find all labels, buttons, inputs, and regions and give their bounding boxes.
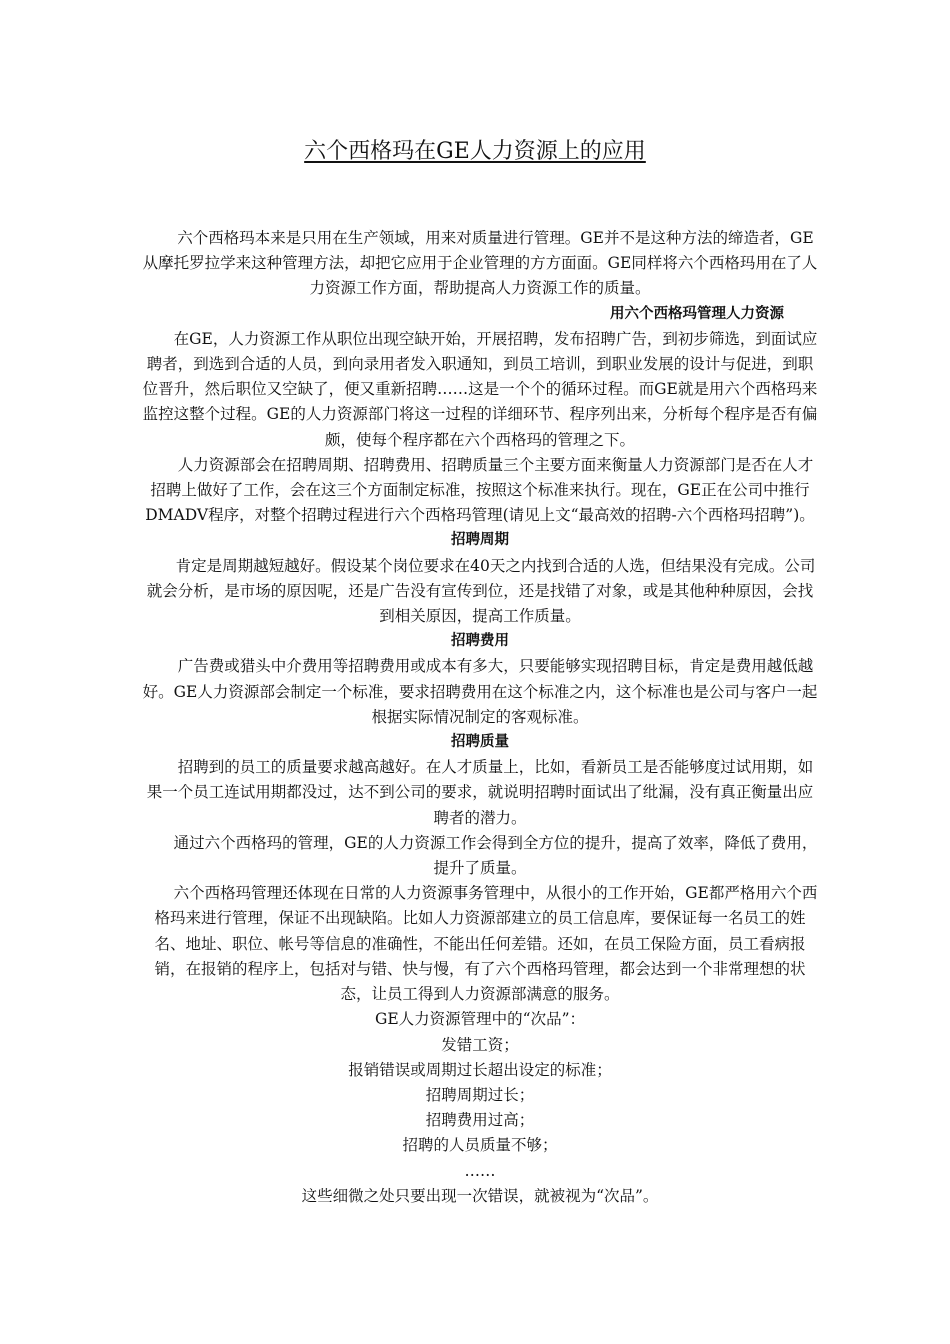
- defects-heading: GE人力资源管理中的“次品”：: [374, 1010, 586, 1029]
- document-title-text: 六个西格玛在GE人力资源上的应用: [304, 139, 646, 164]
- recruitment-process-paragraph: 在GE，人力资源工作从职位出现空缺开始，开展招聘，发布招聘广告，到初步筛选，到面试应聘者，到选到合适的人员，到向录用者发入职通知，到员工培训，到职业发展的设计与促进，到职位晋升，然后职位又空缺了，便又重新招聘……这是一个个的循环过程。而GE就是用六个西格玛来监控这整个过程。GE的人力资源部门将这一过程的详细环节、程序列出来，分析每个程序是否有偏颇，使每个程序都在六个西格玛的管理之下。: [142, 329, 818, 449]
- closing-sentence: 这些细微之处只要出现一次错误，就被视为“次品”。: [301, 1186, 659, 1205]
- section-heading-cycle: 招聘周期: [451, 532, 509, 549]
- defect-item-ellipsis: ……: [464, 1161, 496, 1180]
- intro-paragraph: 六个西格玛本来是只用在生产领域，用来对质量进行管理。GE并不是这种方法的缔造者，GE从摩托罗拉学来这种管理方法，却把它应用于企业管理的方方面面。GE同样将六个西格玛用在了人力资源工作方面，帮助提高人力资源工作的质量。: [142, 229, 818, 298]
- section-heading-cost: 招聘费用: [451, 633, 509, 650]
- defect-item: 报销错误或周期过长超出设定的标准；: [348, 1060, 612, 1079]
- quality-paragraph: 招聘到的员工的质量要求越高越好。在人才质量上，比如，看新员工是否能够度过试用期，如果一个员工连试用期都没过，达不到公司的要求，就说明招聘时面试出了纰漏，没有真正衡量出应聘者的潜力。: [146, 758, 814, 827]
- document-title: [0, 136, 950, 168]
- cycle-paragraph: 肯定是周期越短越好。假设某个岗位要求在40天之内找到合适的人选，但结果没有完成。公司就会分析，是市场的原因呢，还是广告没有宣传到位，还是找错了对象，或是其他种种原因，会找到相关原因，提高工作质量。: [146, 556, 816, 626]
- section-heading-quality: 招聘质量: [451, 734, 509, 751]
- defect-item: 招聘周期过长；: [425, 1085, 535, 1104]
- recruitment-standards-paragraph: 人力资源部会在招聘周期、招聘费用、招聘质量三个主要方面来衡量人力资源部门是否在人才招聘上做好了工作，会在这三个方面制定标准，按照这个标准来执行。现在，GE正在公司中推行DMADV程序，对整个招聘过程进行六个西格玛管理(请见上文“最高效的招聘-六个西格玛招聘”)。: [145, 455, 815, 525]
- defect-item: 招聘费用过高；: [425, 1111, 535, 1130]
- daily-management-paragraph: 六个西格玛管理还体现在日常的人力资源事务管理中，从很小的工作开始，GE都严格用六个西格玛来进行管理，保证不出现缺陷。比如人力资源部建立的员工信息库，要保证每一名员工的姓名、地址、职位、帐号等信息的准确性，不能出任何差错。还如，在员工保险方面，员工看病报销，在报销的程序上，包括对与错、快与慢，有了六个西格玛管理，都会达到一个非常理想的状态，让员工得到人力资源部满意的服务。: [154, 884, 818, 1004]
- section-heading-main: 用六个西格玛管理人力资源: [610, 305, 784, 322]
- document-body: [140, 226, 820, 1209]
- defect-item: 招聘的人员质量不够；: [402, 1136, 558, 1155]
- defect-item: 发错工资；: [441, 1035, 519, 1054]
- result-paragraph: 通过六个西格玛的管理，GE的人力资源工作会得到全方位的提升，提高了效率，降低了费用，提升了质量。: [173, 833, 818, 878]
- cost-paragraph: 广告费或猎头中介费用等招聘费用或成本有多大，只要能够实现招聘目标，肯定是费用越低越好。GE人力资源部会制定一个标准，要求招聘费用在这个标准之内，这个标准也是公司与客户一起根据实际情况制定的客观标准。: [142, 657, 818, 726]
